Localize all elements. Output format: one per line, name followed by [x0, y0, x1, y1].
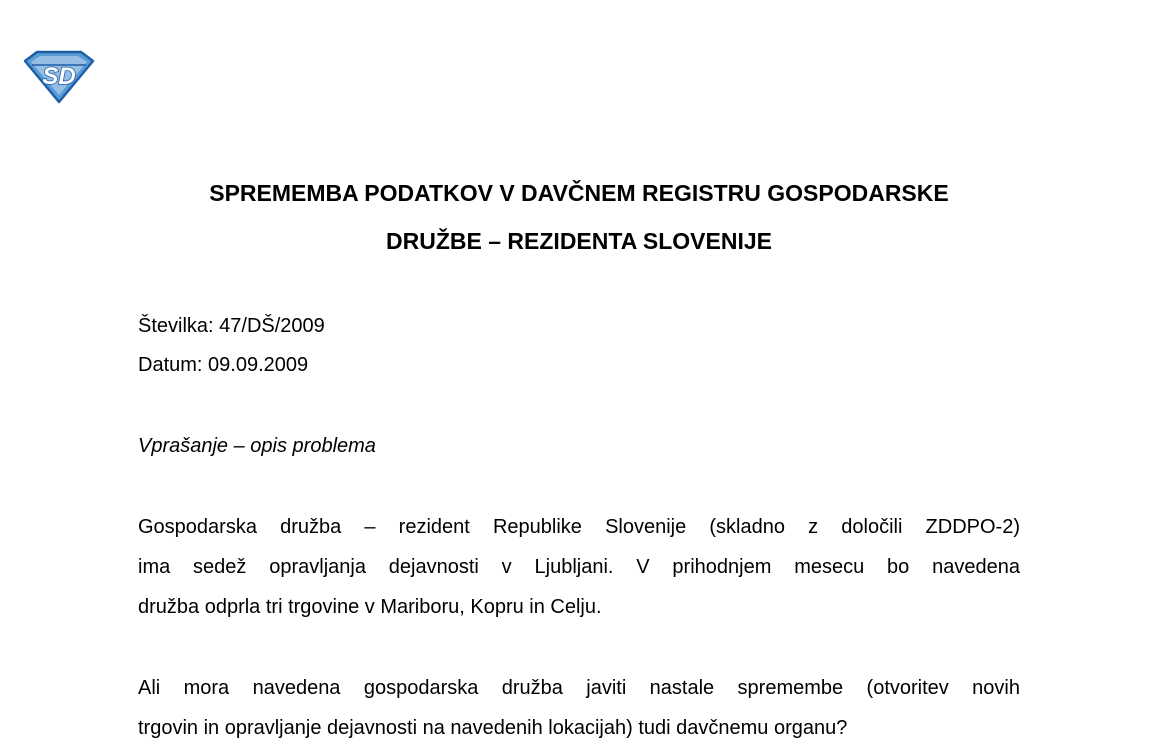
svg-text:SD: SD	[42, 63, 76, 90]
paragraph-line: trgovin in opravljanje dejavnosti na navedenih lokacijah) tudi davčnemu organu?	[138, 717, 848, 739]
document-date: Datum: 09.09.2009	[138, 354, 309, 376]
paragraph-line: družba odprla tri trgovine v Mariboru, Kopru in Celju.	[138, 596, 602, 618]
document-number: Številka: 47/DŠ/2009	[138, 315, 325, 337]
document-title-line2: DRUŽBE – REZIDENTA SLOVENIJE	[386, 228, 772, 254]
logo	[22, 49, 96, 105]
paragraph-line: Gospodarska družba – rezident Republike Slovenije (skladno z določili ZDDPO-2)	[138, 516, 1020, 538]
paragraph-line: ima sedež opravljanja dejavnosti v Ljubljani. V prihodnjem mesecu bo navedena	[138, 556, 1020, 578]
paragraph-line: Ali mora navedena gospodarska družba javiti nastale spremembe (otvoritev novih	[138, 677, 1020, 699]
document-title-line1: SPREMEMBA PODATKOV V DAVČNEM REGISTRU GOSPODARSKE	[209, 180, 949, 206]
section-heading: Vprašanje – opis problema	[138, 435, 376, 457]
paragraph-problem-description	[138, 507, 1020, 627]
paragraph-question	[138, 668, 1020, 748]
shield-logo-icon	[22, 49, 96, 105]
